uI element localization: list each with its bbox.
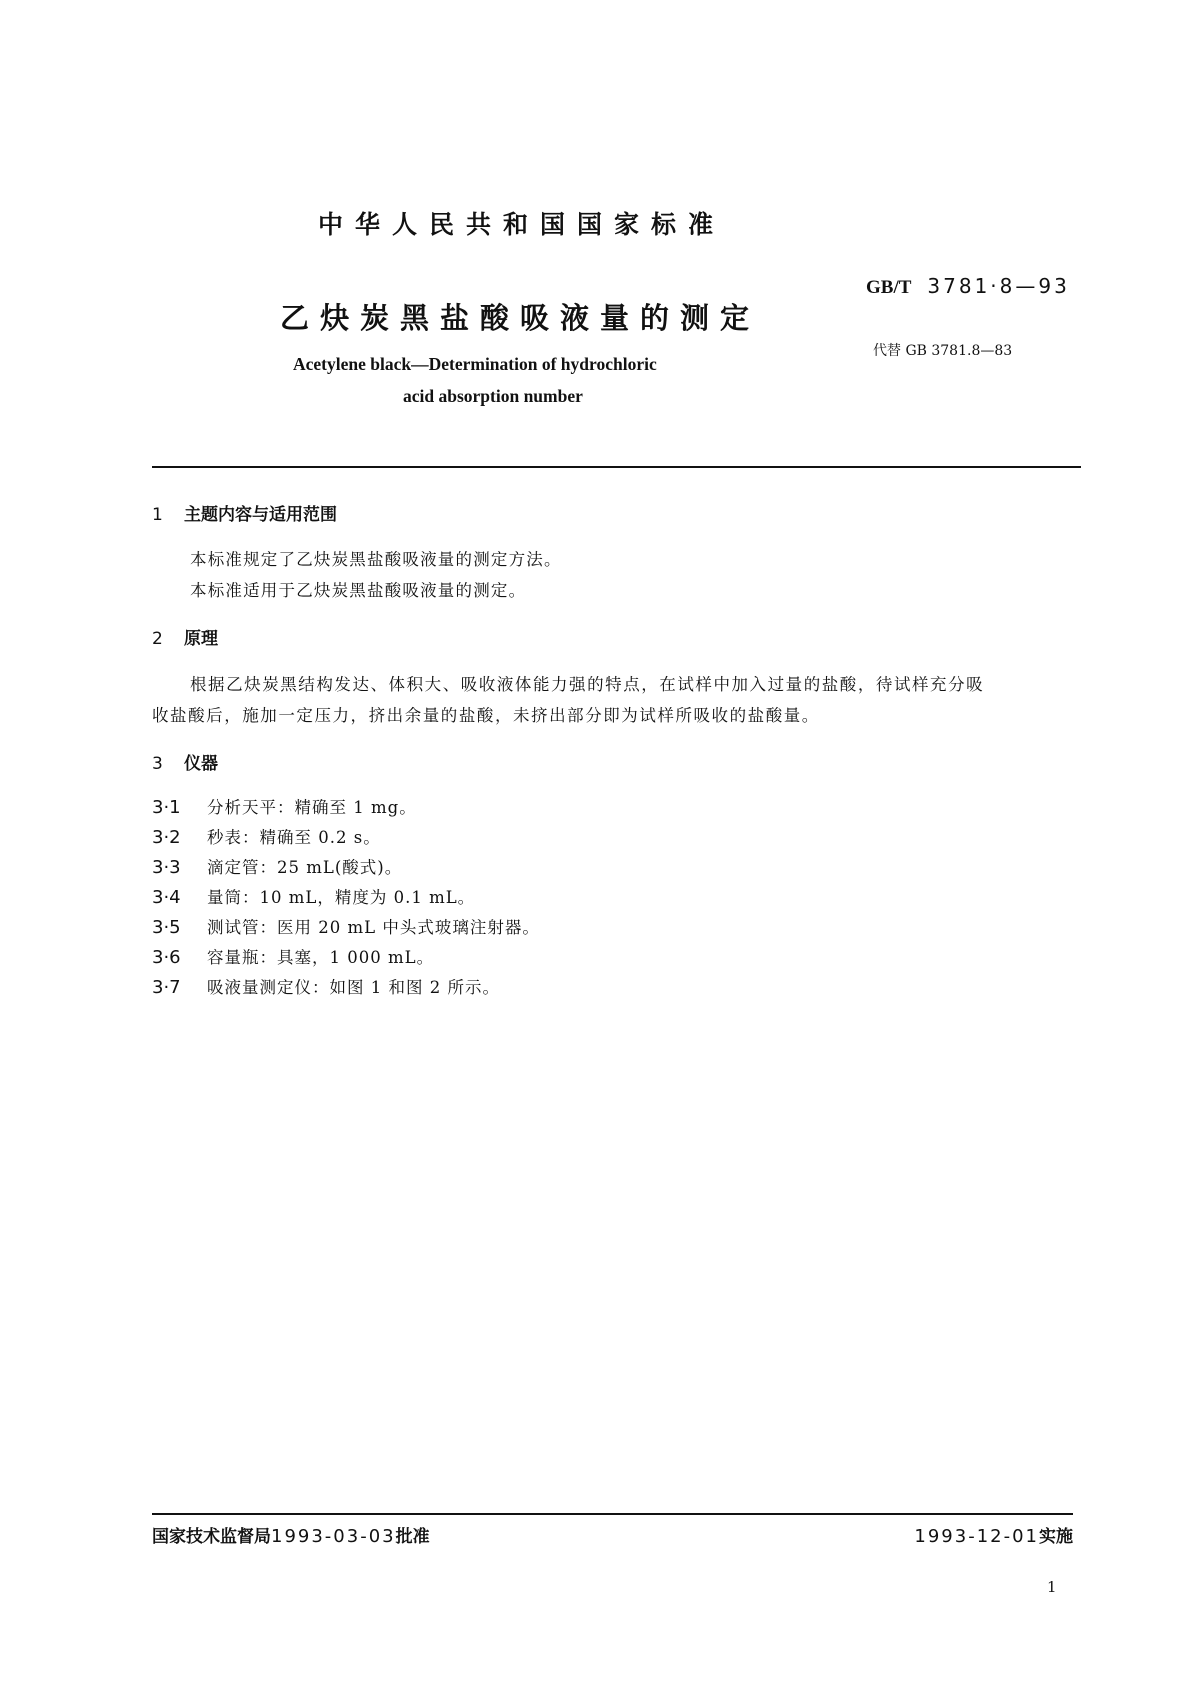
clause-text: 测试管：医用 20 mL 中头式玻璃注射器。	[207, 918, 540, 937]
approval-line	[152, 1522, 430, 1547]
clause-text: 量筒：10 mL，精度为 0.1 mL。	[207, 888, 476, 907]
footer-divider	[152, 1513, 1073, 1515]
clause-number: 3·3	[152, 857, 181, 878]
clause-text: 滴定管：25 mL(酸式)。	[207, 858, 403, 877]
clause-number: 3·1	[152, 797, 181, 818]
page-number: 1	[1047, 1578, 1057, 1596]
clause-number: 3·4	[152, 887, 181, 908]
section-1-paragraph: 本标准规定了乙炔炭黑盐酸吸液量的测定方法。	[190, 550, 562, 569]
clause-3-5	[152, 914, 540, 938]
approval-date: 1993-03-03	[271, 1526, 396, 1547]
clause-3-6	[152, 944, 434, 968]
document-title-cn: 乙炔炭黑盐酸吸液量的测定	[280, 301, 761, 335]
clause-3-3	[152, 854, 402, 878]
clause-number: 3·5	[152, 917, 181, 938]
section-title: 原理	[184, 629, 218, 649]
clause-text: 分析天平：精确至 1 mg。	[207, 798, 417, 817]
effective-label: 实施	[1039, 1527, 1073, 1547]
clause-3-7	[152, 974, 500, 998]
section-1-heading	[152, 500, 337, 525]
section-number: 3	[152, 754, 163, 774]
section-2-paragraph: 根据乙炔炭黑结构发达、体积大、吸收液体能力强的特点，在试样中加入过量的盐酸，待试样充分吸	[190, 675, 985, 694]
national-standard-heading: 中华人民共和国国家标准	[318, 210, 726, 239]
clause-number: 3·7	[152, 977, 181, 998]
clause-3-2	[152, 824, 381, 848]
document-title-en-line2: acid absorption number	[403, 386, 583, 406]
standard-code: 3781·8—93	[927, 274, 1070, 298]
section-title: 仪器	[184, 754, 218, 774]
effective-line	[914, 1522, 1073, 1547]
clause-text: 容量瓶：具塞，1 000 mL。	[207, 948, 435, 967]
section-2-paragraph: 收盐酸后，施加一定压力，挤出余量的盐酸，未挤出部分即为试样所吸收的盐酸量。	[152, 706, 820, 725]
effective-date: 1993-12-01	[914, 1526, 1039, 1547]
clause-number: 3·6	[152, 947, 181, 968]
section-number: 2	[152, 629, 163, 649]
approval-label: 批准	[395, 1527, 430, 1547]
clause-text: 吸液量测定仪：如图 1 和图 2 所示。	[207, 978, 500, 997]
section-1-paragraph: 本标准适用于乙炔炭黑盐酸吸液量的测定。	[190, 581, 527, 600]
standard-number	[866, 274, 1070, 299]
clause-text: 秒表：精确至 0.2 s。	[207, 828, 381, 847]
standard-prefix: GB/T	[866, 277, 912, 298]
section-2-heading	[152, 624, 218, 649]
clause-3-4	[152, 884, 475, 908]
clause-number: 3·2	[152, 827, 181, 848]
replaces-standard: 代替 GB 3781.8—83	[873, 343, 1013, 359]
issuing-authority: 国家技术监督局	[152, 1527, 271, 1547]
document-title-en-line1: Acetylene black—Determination of hydrochloric	[293, 354, 657, 374]
clause-3-1	[152, 794, 417, 818]
section-title: 主题内容与适用范围	[184, 505, 337, 525]
header-divider	[152, 466, 1081, 468]
section-number: 1	[152, 505, 163, 525]
section-3-heading	[152, 749, 218, 774]
